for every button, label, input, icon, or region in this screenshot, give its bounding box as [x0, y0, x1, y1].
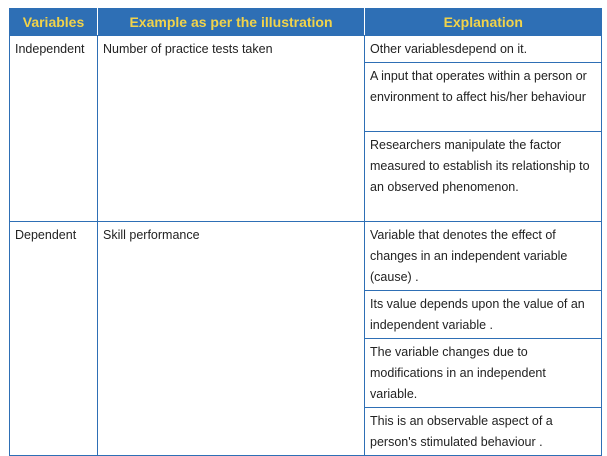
table-row	[10, 222, 602, 291]
table-header	[10, 8, 602, 36]
explanation-cell: The variable changes due to modifications in an independent variable.	[365, 339, 602, 408]
explanation-cell: A input that operates within a person or environment to affect his/her behaviour	[365, 63, 602, 132]
header-row	[10, 8, 602, 36]
example-cell-independent: Number of practice tests taken	[98, 36, 365, 222]
table-body	[10, 36, 602, 456]
example-cell-dependent: Skill performance	[98, 222, 365, 456]
header-variables: Variables	[10, 8, 98, 36]
explanation-cell: Its value depends upon the value of an independent variable .	[365, 291, 602, 339]
table-row	[10, 36, 602, 63]
explanation-cell: Variable that denotes the effect of changes in an independent variable (cause) .	[365, 222, 602, 291]
header-explanation: Explanation	[365, 8, 602, 36]
variable-cell-independent: Independent	[10, 36, 98, 222]
variable-cell-dependent: Dependent	[10, 222, 98, 456]
explanation-cell: Other variablesdepend on it.	[365, 36, 602, 63]
variables-table-container	[9, 8, 601, 456]
explanation-cell: This is an observable aspect of a person's stimulated behaviour .	[365, 408, 602, 456]
variables-table	[9, 8, 602, 456]
header-example: Example as per the illustration	[98, 8, 365, 36]
explanation-cell: Researchers manipulate the factor measured to establish its relationship to an observed phenomenon.	[365, 132, 602, 222]
